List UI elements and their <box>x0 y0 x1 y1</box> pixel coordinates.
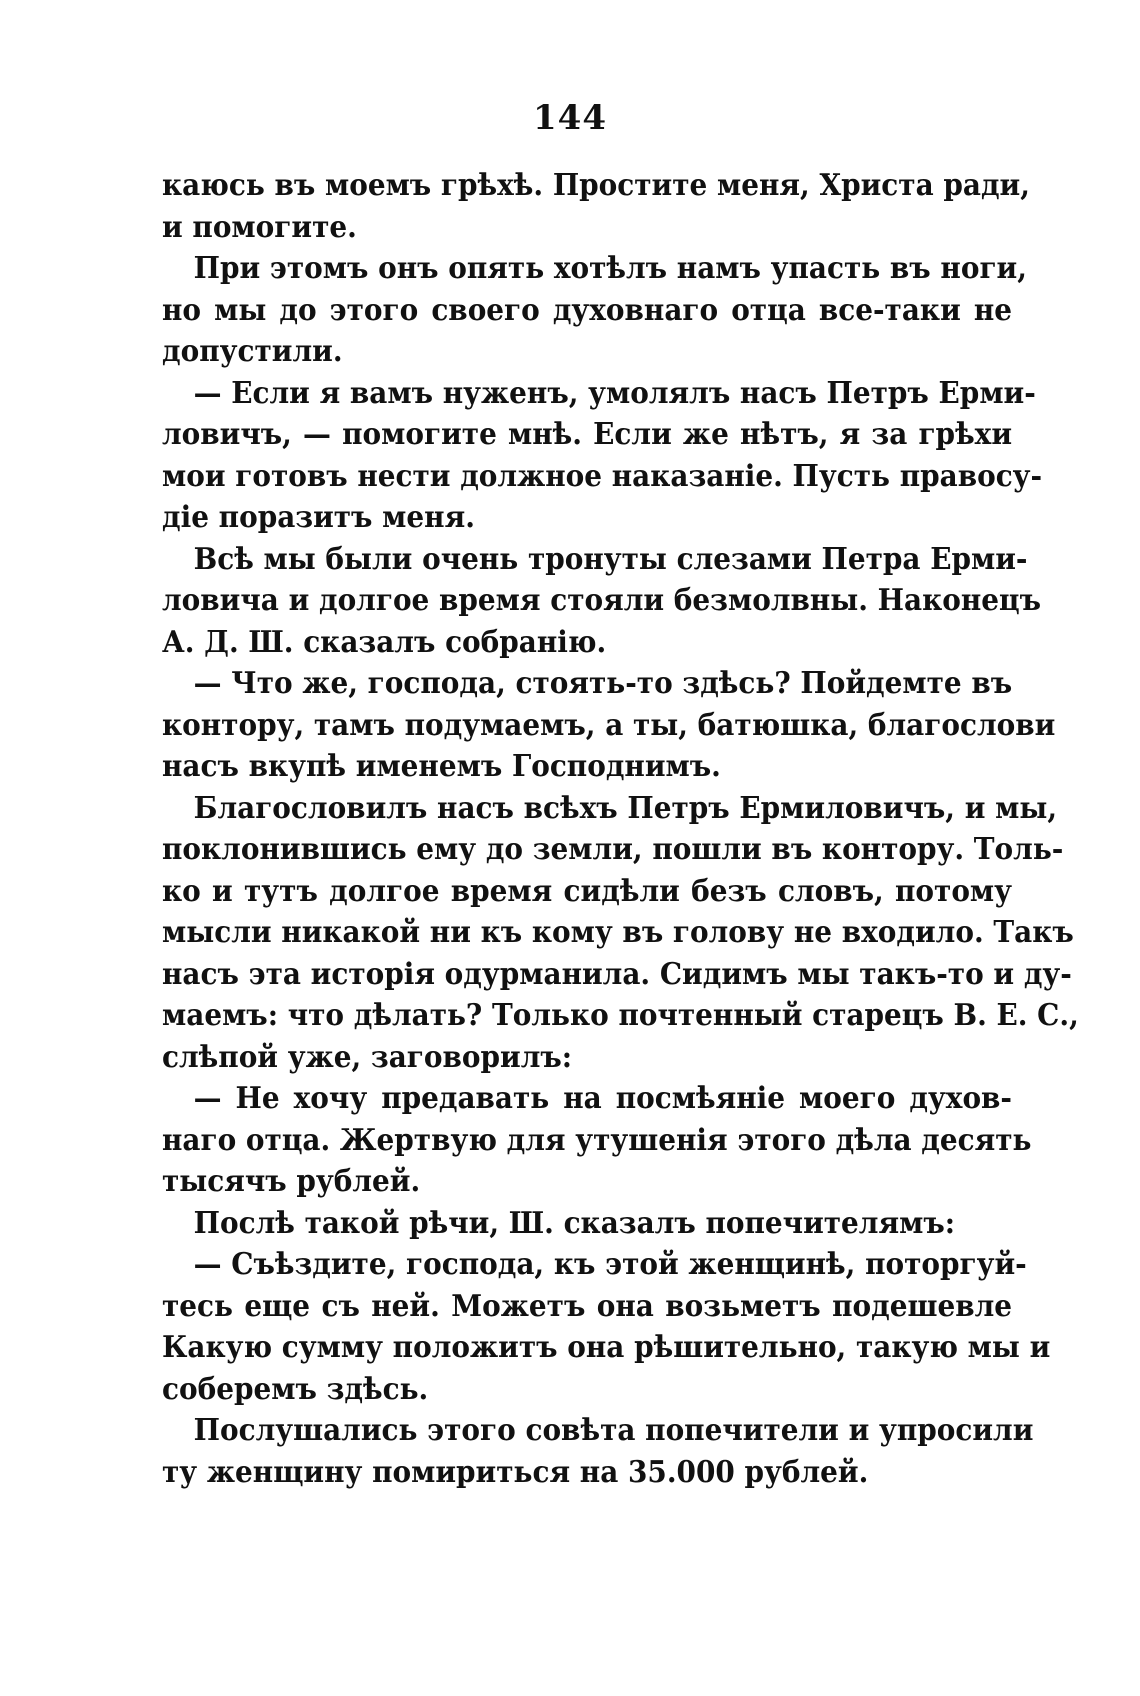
text-line: допустили. <box>162 334 343 369</box>
text-line: насъ вкупѣ именемъ Господнимъ. <box>162 749 721 784</box>
text-line: соберемъ здѣсь. <box>162 1371 429 1407</box>
text-line: мои готовъ нести должное наказаніе. Пусть правосу- <box>162 458 1043 494</box>
text-line: діе поразитъ меня. <box>162 500 475 535</box>
text-line: Благословилъ насъ всѣхъ Петръ Ермиловичъ, и мы, <box>193 790 1058 826</box>
text-line: ту женщину помириться на 35.000 рублей. <box>162 1454 869 1490</box>
text-line: — Не хочу предавать на посмѣяніе моего духов- <box>193 1081 1013 1116</box>
text-line: Всѣ мы были очень тронуты слезами Петра Ерми- <box>193 541 1028 577</box>
text-line: тесь еще съ ней. Можетъ она возьметъ подешевле <box>162 1288 1013 1324</box>
text-line: но мы до этого своего духовнаго отца все-таки не <box>162 292 1013 328</box>
text-line: поклонившись ему до земли, пошли въ контору. Толь- <box>162 832 1064 867</box>
text-line: Послушались этого совѣта попечители и упросили <box>193 1413 1034 1448</box>
text-line: тысячъ рублей. <box>162 1164 421 1199</box>
text-line: каюсь въ моемъ грѣхѣ. Простите меня, Христа ради, <box>162 168 1030 203</box>
page-number: 144 <box>533 98 607 138</box>
text-line: контору, тамъ подумаемъ, а ты, батюшка, благослови <box>162 707 1056 743</box>
text-line: ловичъ, — помогите мнѣ. Если же нѣтъ, я за грѣхи <box>162 417 1013 452</box>
text-line: маемъ: что дѣлать? Только почтенный старецъ В. Е. С., <box>162 998 1079 1033</box>
text-line: Какую сумму положитъ она рѣшительно, такую мы и <box>162 1330 1051 1365</box>
text-line: ловича и долгое время стояли безмолвны. Наконецъ <box>162 583 1042 618</box>
text-line: слѣпой уже, заговорилъ: <box>162 1039 573 1075</box>
text-line: мысли никакой ни къ кому въ голову не входило. Такъ <box>162 915 1074 950</box>
text-line: — Что же, господа, стоять-то здѣсь? Пойдемте въ <box>193 666 1013 701</box>
text-line: и помогите. <box>162 209 357 245</box>
text-line: При этомъ онъ опять хотѣлъ намъ упасть въ ноги, <box>193 251 1027 286</box>
text-line: — Если я вамъ нуженъ, умолялъ насъ Петръ Ерми- <box>193 375 1036 411</box>
text-line: наго отца. Жертвую для утушенія этого дѣла десять <box>162 1122 1032 1158</box>
text-line: ко и тутъ долгое время сидѣли безъ словъ, потому <box>162 873 1013 909</box>
text-line: насъ эта исторія одурманила. Сидимъ мы такъ-то и ду- <box>162 956 1072 992</box>
text-line: А. Д. Ш. сказалъ собранію. <box>162 624 607 660</box>
text-line: Послѣ такой рѣчи, Ш. сказалъ попечителямъ: <box>193 1205 956 1241</box>
body-text <box>162 165 1079 1493</box>
text-line: — Съѣздите, господа, къ этой женщинѣ, поторгуй- <box>193 1247 1027 1282</box>
